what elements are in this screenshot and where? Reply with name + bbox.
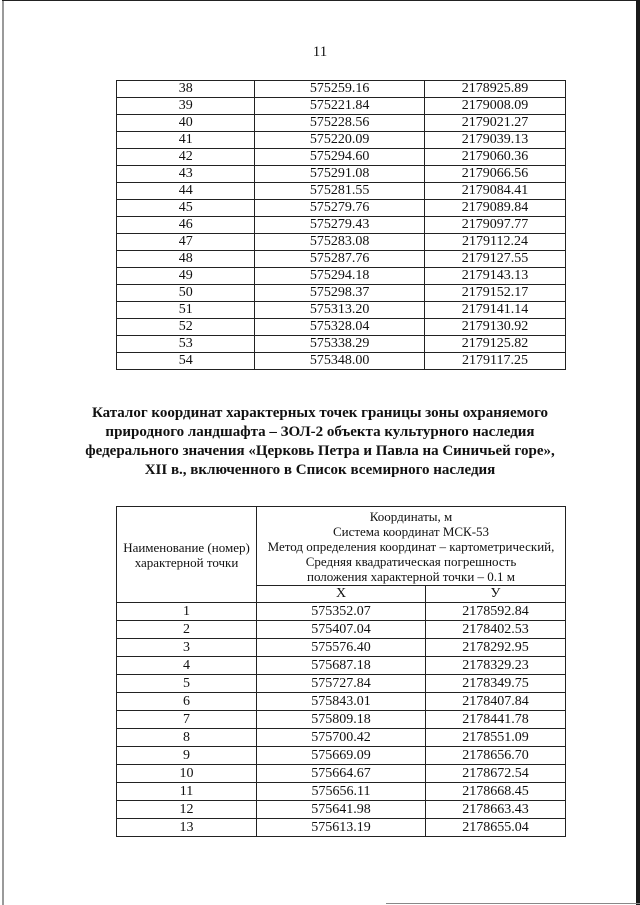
table-row xyxy=(117,285,566,302)
x-coordinate-cell: 575294.60 xyxy=(255,149,425,166)
y-coordinate-cell: 2178402.53 xyxy=(426,621,566,639)
catalog-caption xyxy=(60,404,580,480)
x-coordinate-cell: 575641.98 xyxy=(257,801,426,819)
table-row xyxy=(117,621,566,639)
y-coordinate-cell: 2179117.25 xyxy=(424,353,565,370)
header-point-name xyxy=(117,507,257,603)
point-number-cell: 45 xyxy=(117,200,255,217)
x-coordinate-cell: 575287.76 xyxy=(255,251,425,268)
point-number-cell: 40 xyxy=(117,115,255,132)
y-coordinate-cell: 2179089.84 xyxy=(424,200,565,217)
x-coordinate-cell: 575843.01 xyxy=(257,693,426,711)
y-coordinate-cell: 2179084.41 xyxy=(424,183,565,200)
point-number-cell: 49 xyxy=(117,268,255,285)
point-number-cell: 8 xyxy=(117,729,257,747)
header-coord-line: Метод определения координат – картометрический, xyxy=(267,539,555,554)
point-number-cell: 48 xyxy=(117,251,255,268)
x-coordinate-cell: 575613.19 xyxy=(257,819,426,837)
table-row xyxy=(117,268,566,285)
y-coordinate-cell: 2179130.92 xyxy=(424,319,565,336)
scan-edge-bottom xyxy=(386,903,640,904)
table-row xyxy=(117,132,566,149)
zol2-coordinates-table xyxy=(116,506,566,837)
scan-edge-right xyxy=(636,0,640,905)
point-number-cell: 47 xyxy=(117,234,255,251)
point-number-cell: 10 xyxy=(117,765,257,783)
table-row xyxy=(117,693,566,711)
scan-edge-top xyxy=(2,0,638,1)
header-coord-line: Система координат МСК-53 xyxy=(332,524,490,539)
x-coordinate-cell: 575407.04 xyxy=(257,621,426,639)
y-coordinate-cell: 2178292.95 xyxy=(426,639,566,657)
point-number-cell: 38 xyxy=(117,81,255,98)
caption-line: природного ландшафта – ЗОЛ-2 объекта культурного наследия xyxy=(105,424,535,440)
coordinates-table-continued xyxy=(116,80,566,370)
table-row xyxy=(117,711,566,729)
table-row xyxy=(117,747,566,765)
x-coordinate-cell: 575809.18 xyxy=(257,711,426,729)
table-row xyxy=(117,234,566,251)
table-row xyxy=(117,98,566,115)
header-coordinates xyxy=(257,507,566,586)
table-row xyxy=(117,149,566,166)
header-coord-line: Координаты, м xyxy=(369,509,453,524)
point-number-cell: 42 xyxy=(117,149,255,166)
y-coordinate-cell: 2178656.70 xyxy=(426,747,566,765)
y-coordinate-cell: 2179039.13 xyxy=(424,132,565,149)
y-coordinate-cell: 2179008.09 xyxy=(424,98,565,115)
x-coordinate-cell: 575576.40 xyxy=(257,639,426,657)
y-coordinate-cell: 2179143.13 xyxy=(424,268,565,285)
point-number-cell: 50 xyxy=(117,285,255,302)
header-coord-line: Средняя квадратическая погрешность xyxy=(305,554,517,569)
x-coordinate-cell: 575279.76 xyxy=(255,200,425,217)
caption-line: федерального значения «Церковь Петра и Павла на Синичьей горе», xyxy=(85,443,555,459)
y-coordinate-cell: 2178668.45 xyxy=(426,783,566,801)
point-number-cell: 3 xyxy=(117,639,257,657)
point-number-cell: 13 xyxy=(117,819,257,837)
x-coordinate-cell: 575228.56 xyxy=(255,115,425,132)
header-x: X xyxy=(257,586,426,603)
header-name-line: Наименование (номер) xyxy=(123,539,250,555)
table-row xyxy=(117,675,566,693)
x-coordinate-cell: 575727.84 xyxy=(257,675,426,693)
point-number-cell: 52 xyxy=(117,319,255,336)
point-number-cell: 54 xyxy=(117,353,255,370)
x-coordinate-cell: 575294.18 xyxy=(255,268,425,285)
y-coordinate-cell: 2178551.09 xyxy=(426,729,566,747)
point-number-cell: 6 xyxy=(117,693,257,711)
caption-line: Каталог координат характерных точек границы зоны охраняемого xyxy=(91,405,549,421)
point-number-cell: 53 xyxy=(117,336,255,353)
x-coordinate-cell: 575664.67 xyxy=(257,765,426,783)
y-coordinate-cell: 2179112.24 xyxy=(424,234,565,251)
table-row xyxy=(117,639,566,657)
scan-edge-left xyxy=(2,0,4,905)
point-number-cell: 9 xyxy=(117,747,257,765)
table-row xyxy=(117,657,566,675)
y-coordinate-cell: 2179066.56 xyxy=(424,166,565,183)
x-coordinate-cell: 575298.37 xyxy=(255,285,425,302)
caption-line: XII в., включенного в Список всемирного наследия xyxy=(144,462,496,478)
x-coordinate-cell: 575291.08 xyxy=(255,166,425,183)
table-row xyxy=(117,603,566,621)
point-number-cell: 12 xyxy=(117,801,257,819)
point-number-cell: 46 xyxy=(117,217,255,234)
x-coordinate-cell: 575352.07 xyxy=(257,603,426,621)
y-coordinate-cell: 2178329.23 xyxy=(426,657,566,675)
y-coordinate-cell: 2178349.75 xyxy=(426,675,566,693)
header-y: У xyxy=(426,586,566,603)
x-coordinate-cell: 575281.55 xyxy=(255,183,425,200)
zol2-table-body xyxy=(117,603,566,837)
page-number: 11 xyxy=(312,44,328,60)
table-row xyxy=(117,783,566,801)
y-coordinate-cell: 2178441.78 xyxy=(426,711,566,729)
x-coordinate-cell: 575669.09 xyxy=(257,747,426,765)
point-number-cell: 43 xyxy=(117,166,255,183)
point-number-cell: 11 xyxy=(117,783,257,801)
x-coordinate-cell: 575220.09 xyxy=(255,132,425,149)
x-coordinate-cell: 575338.29 xyxy=(255,336,425,353)
table-row xyxy=(117,217,566,234)
header-coord-line: положения характерной точки – 0.1 м xyxy=(306,569,515,584)
point-number-cell: 44 xyxy=(117,183,255,200)
table-row xyxy=(117,200,566,217)
point-number-cell: 39 xyxy=(117,98,255,115)
table-row xyxy=(117,801,566,819)
x-coordinate-cell: 575283.08 xyxy=(255,234,425,251)
x-coordinate-cell: 575328.04 xyxy=(255,319,425,336)
point-number-cell: 7 xyxy=(117,711,257,729)
table-row xyxy=(117,302,566,319)
y-coordinate-cell: 2179097.77 xyxy=(424,217,565,234)
y-coordinate-cell: 2178592.84 xyxy=(426,603,566,621)
y-coordinate-cell: 2179125.82 xyxy=(424,336,565,353)
header-name-line: характерной точки xyxy=(134,554,239,570)
y-coordinate-cell: 2178407.84 xyxy=(426,693,566,711)
x-coordinate-cell: 575348.00 xyxy=(255,353,425,370)
table-row xyxy=(117,251,566,268)
table-row xyxy=(117,729,566,747)
table-row xyxy=(117,319,566,336)
coordinates-table-body xyxy=(117,81,566,370)
point-number-cell: 2 xyxy=(117,621,257,639)
x-coordinate-cell: 575259.16 xyxy=(255,81,425,98)
point-number-cell: 1 xyxy=(117,603,257,621)
y-coordinate-cell: 2178672.54 xyxy=(426,765,566,783)
point-number-cell: 4 xyxy=(117,657,257,675)
x-coordinate-cell: 575700.42 xyxy=(257,729,426,747)
x-coordinate-cell: 575279.43 xyxy=(255,217,425,234)
point-number-cell: 41 xyxy=(117,132,255,149)
y-coordinate-cell: 2178925.89 xyxy=(424,81,565,98)
table-row xyxy=(117,166,566,183)
y-coordinate-cell: 2179141.14 xyxy=(424,302,565,319)
table-row xyxy=(117,336,566,353)
y-coordinate-cell: 2179021.27 xyxy=(424,115,565,132)
x-coordinate-cell: 575221.84 xyxy=(255,98,425,115)
table-row xyxy=(117,81,566,98)
x-coordinate-cell: 575313.20 xyxy=(255,302,425,319)
header-row xyxy=(117,507,566,586)
y-coordinate-cell: 2179127.55 xyxy=(424,251,565,268)
table-row xyxy=(117,115,566,132)
y-coordinate-cell: 2178663.43 xyxy=(426,801,566,819)
table-row xyxy=(117,819,566,837)
x-coordinate-cell: 575687.18 xyxy=(257,657,426,675)
point-number-cell: 5 xyxy=(117,675,257,693)
y-coordinate-cell: 2179152.17 xyxy=(424,285,565,302)
table-row xyxy=(117,353,566,370)
table-row xyxy=(117,765,566,783)
y-coordinate-cell: 2179060.36 xyxy=(424,149,565,166)
table-row xyxy=(117,183,566,200)
point-number-cell: 51 xyxy=(117,302,255,319)
y-coordinate-cell: 2178655.04 xyxy=(426,819,566,837)
x-coordinate-cell: 575656.11 xyxy=(257,783,426,801)
